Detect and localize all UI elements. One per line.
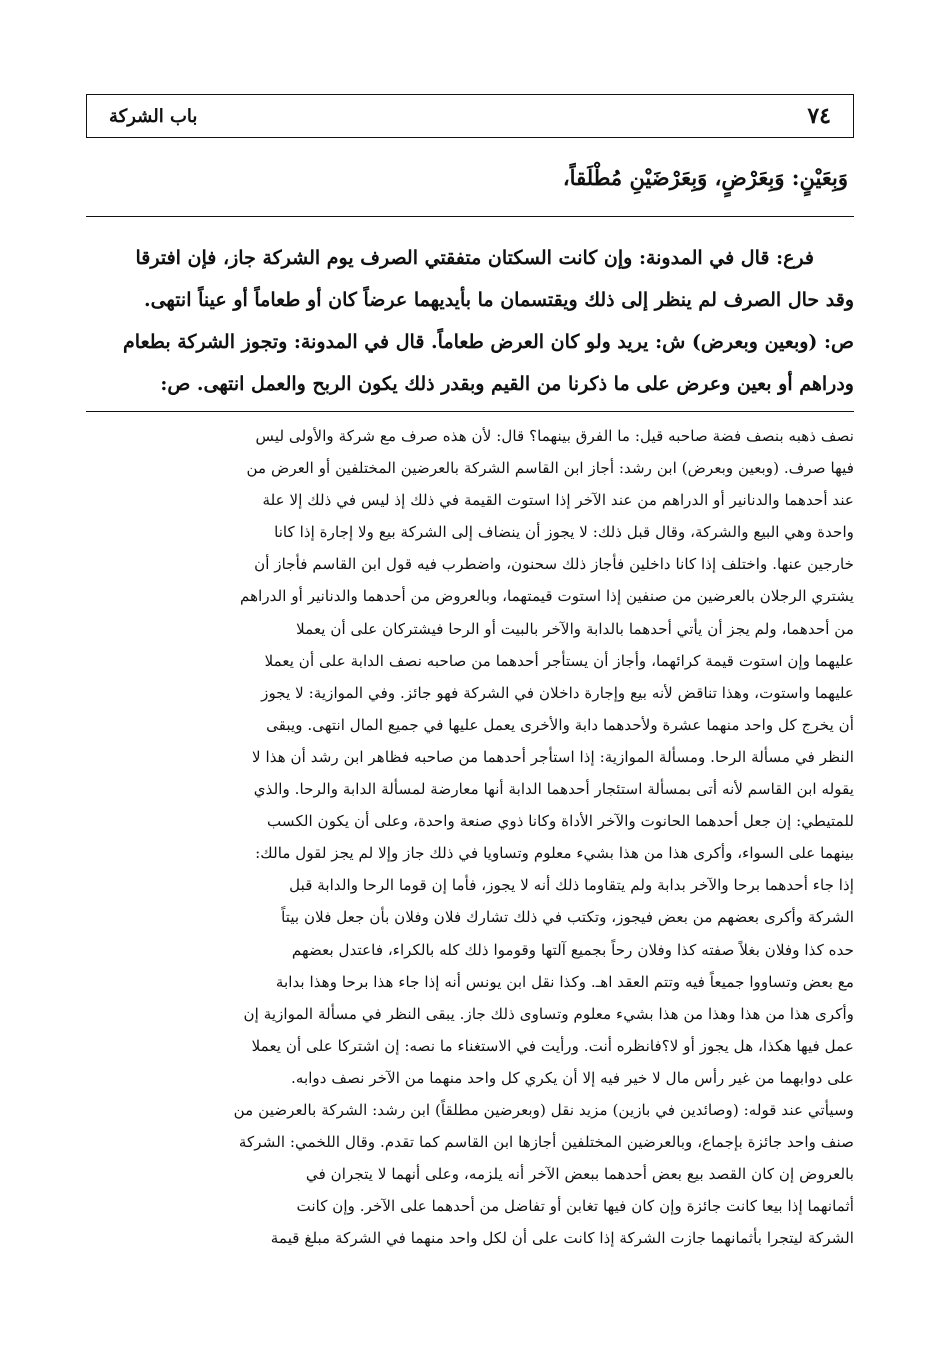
sharh-line: ص: (وبعين وبعرض) ش: يريد ولو كان العرض طعاماً. قال في المدونة: وتجوز الشركة بطعام <box>123 331 854 353</box>
sharh-line: ودراهم أو بعين وعرض على ما ذكرنا من القيم وبقدر ذلك يكون الربح والعمل انتهى. ص: <box>160 373 854 395</box>
hashiya-line: إذا جاء أحدهما برحا والآخر بدابة ولم يتقاوما ذلك أنه لا يجوز، فأما إن قوما الرحا والدابة قبل <box>289 876 854 895</box>
hashiya-line: نصف ذهبه بنصف فضة صاحبه قيل: ما الفرق بينهما؟ قال: لأن هذه صرف مع شركة والأولى ليس <box>255 427 854 445</box>
hashiya-line: يقوله ابن القاسم لأنه أتى بمسألة استئجار أحدهما الدابة أنها معارضة لمسألة الدابة والرحا. والذي <box>253 780 854 799</box>
hashiya-line: صنف واحد جائزة بإجماع، وبالعرضين المختلفين أجازها ابن القاسم كما تقدم. وقال اللخمي: الشركة <box>238 1133 854 1152</box>
hashiya-line: الشركة ليتجرا بأثمانهما جازت الشركة إذا كانت على أن لكل واحد منهما في الشركة مبلغ قيمة <box>270 1229 854 1248</box>
hashiya-line: وسيأتي عند قوله: (وصائدين في بازين) مزيد نقل (وبعرضين مطلقاً) ابن رشد: الشركة بالعرضين من <box>233 1100 854 1119</box>
hashiya-line: حده كذا وفلان بغلاً صفته كذا وفلان رحاً بجميع آلتها وقوموا ذلك كله بالكراء، فاعتدل بعضهم <box>291 940 854 959</box>
sharh-line: وقد حال الصرف لم ينظر إلى ذلك ويقتسمان ما بأيديهما عرضاً كان أو طعاماً أو عيناً انتهى. <box>143 289 854 311</box>
hashiya-line: خارجين عنها. واختلف إذا كانا داخلين فأجاز ذلك سحنون، واضطرب فيه قول ابن القاسم فأجاز أن <box>254 555 854 574</box>
sharh-commentary <box>86 217 854 411</box>
hashiya-line: فيها صرف. (وبعين وبعرض) ابن رشد: أجاز ابن القاسم الشركة بالعرضين المختلفين أو العرض من <box>246 459 854 478</box>
chapter-title: باب الشركة <box>109 105 198 127</box>
hashiya-line: واحدة وهي البيع والشركة، وقال قبل ذلك: لا يجوز أن ينضاف إلى الشركة بيع ولا إجارة إذا كانا <box>274 523 854 542</box>
page-number: ٧٤ <box>807 103 831 129</box>
hashiya-line: وأكرى هذا من هذا وهذا من هذا بشيء معلوم وتساوى ذلك جاز. يبقى النظر في مسألة الموازية إن <box>243 1004 854 1023</box>
hashiya-footnotes <box>86 412 854 1254</box>
hashiya-line: عليهما واستوت، وهذا تناقض لأنه بيع وإجارة داخلان في الشركة فهو جائز. وفي الموازية: لا يجوز <box>261 683 854 702</box>
hashiya-line: عليهما وإن استوت قيمة كرائهما، وأجاز أن يستأجر أحدهما من صاحبه نصف الدابة على أن يعملا <box>264 651 854 670</box>
hashiya-line: النظر في مسألة الرحا. ومسألة الموازية: إذا استأجر أحدهما من صاحبه فظاهر ابن رشد أن هذا لا <box>252 747 854 766</box>
hashiya-line: للمتيطي: إن جعل أحدهما الحانوت والآخر الأداة وكانا ذوي صنعة واحدة، وعلى أن يكون الكسب <box>267 812 854 831</box>
hashiya-line: يشتري الرجلان بالعرضين من صنفين إذا استوت قيمتهما، وبالعروض من أحدهما والدنانير أو الدراهم <box>240 587 854 606</box>
hashiya-line: عند أحدهما والدنانير أو الدراهم من عند الآخر إذا استوت القيمة في ذلك إذ ليس في ذلك إلا علة <box>262 491 854 510</box>
book-page <box>86 94 854 1254</box>
hashiya-line: على دوابهما من غير رأس مال لا خير فيه إلا أن يكري كل واحد منهما من الآخر نصف دوابه. <box>291 1068 854 1087</box>
page-header <box>86 94 854 138</box>
sharh-line: فرع: قال في المدونة: وإن كانت السكتان متفقتي الصرف يوم الشركة جاز، فإن افترقا <box>135 247 814 269</box>
hashiya-line: عمل فيها هكذا، هل يجوز أو لا؟فانظره أنت. ورأيت في الاستغناء ما نصه: إن اشتركا على أن يعملا <box>251 1036 854 1055</box>
hashiya-line: أثمانهما إذا بيعا كانت جائزة وإن كان فيها تغابن أو تفاضل من أحدهما على الآخر. وإن كانت <box>296 1197 854 1216</box>
hashiya-line: بالعروض إن كان القصد بيع بعض أحدهما ببعض الآخر أنه يلزمه، وعلى أنهما لا يتجران في <box>305 1165 854 1184</box>
hashiya-line: مع بعض وتساووا جميعاً فيه وتتم العقد اهـ. وكذا نقل ابن يونس أنه إذا جاء هذا برحا وهذا بدابة <box>275 972 854 991</box>
hashiya-line: بينهما على السواء، وأكرى هذا من هذا بشيء معلوم وتساويا في ذلك جاز وإلا لم يجز لقول مالك: <box>255 844 854 863</box>
matn-text: وَبِعَيْنٍ: وَبِعَرْضٍ، وَبِعَرْضَيْنِ مُطْلَقاً، <box>562 165 848 190</box>
hashiya-line: أن يخرج كل واحد منهما عشرة ولأحدهما دابة والأخرى يعمل عليها في جميع المال انتهى. ويبقى <box>266 715 854 734</box>
hashiya-line: الشركة وأكرى بعضهم من بعض فيجوز، وتكتب في ذلك تشارك فلان وفلان بأن جعل فلان بيتاً <box>281 908 854 927</box>
hashiya-line: من أحدهما، ولم يجز أن يأتي أحدهما بالدابة والآخر بالبيت أو الرحا فيشتركان على أن يعملا <box>296 619 854 638</box>
